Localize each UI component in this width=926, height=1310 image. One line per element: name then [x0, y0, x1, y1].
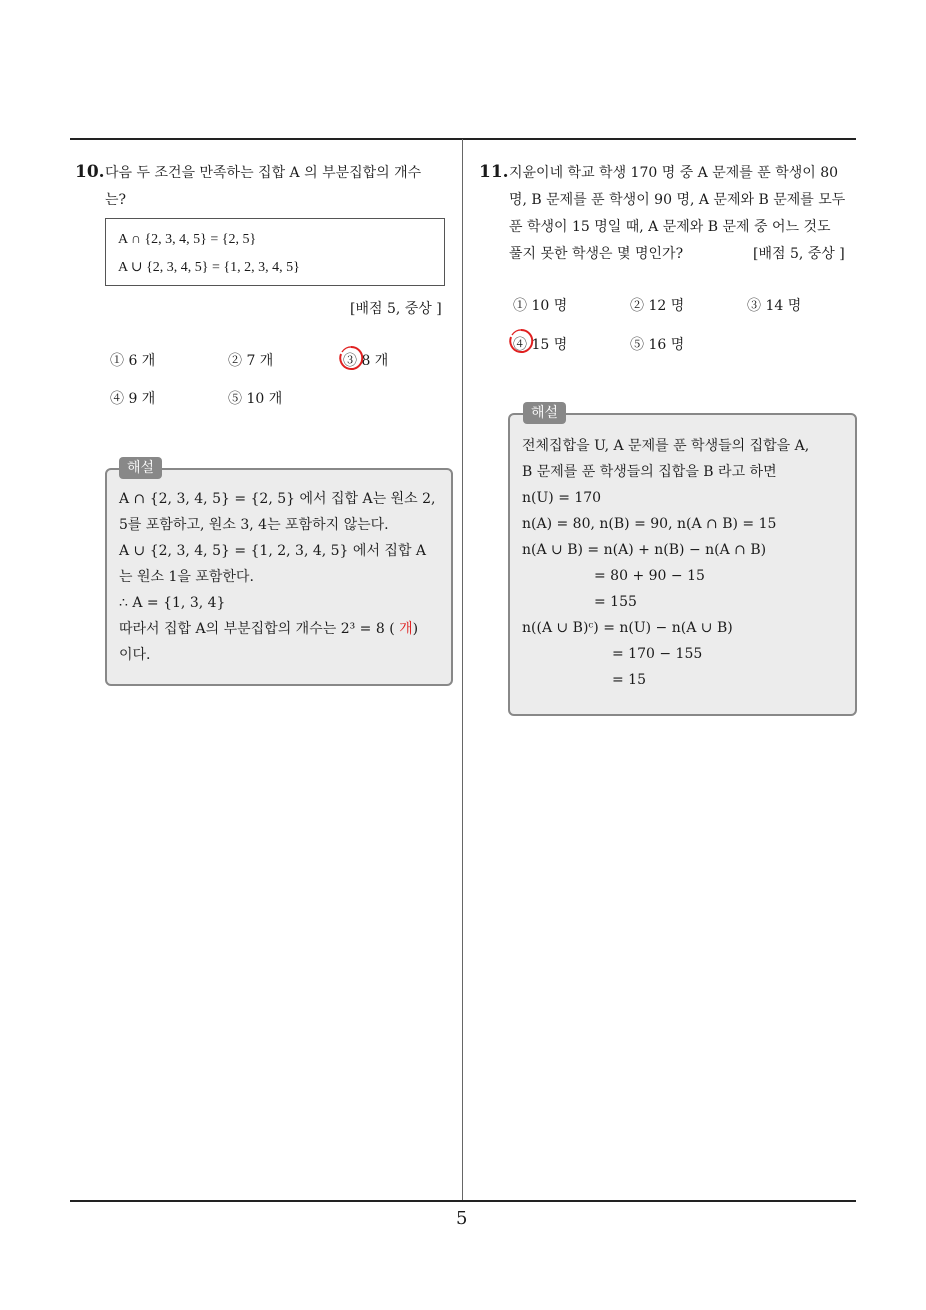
q11-score-meta: [배점 5, 중상 ] [753, 246, 845, 262]
q11-number: 11. [479, 162, 509, 182]
q10-solution-line-3: A ∪ {2, 3, 4, 5} = {1, 2, 3, 4, 5} 에서 집합 A [119, 543, 427, 559]
q11-answer-circle-mark [508, 328, 534, 354]
q10-solution-line-4: 는 원소 1을 포함한다. [119, 569, 254, 585]
q11-solution-line-7: = 155 [594, 594, 637, 610]
q10-solution-last-suffix: ) [412, 621, 419, 637]
q11-solution-line-1: 전체집합을 U, A 문제를 푼 학생들의 집합을 A, [522, 438, 810, 454]
q11-solution-line-3: n(U) = 170 [522, 490, 602, 506]
q10-choice-5[interactable]: ⑤ 10 개 [228, 391, 283, 407]
q10-solution-line-2: 5를 포함하고, 원소 3, 4는 포함하지 않는다. [119, 517, 389, 533]
q10-solution-line-6 [119, 616, 439, 642]
q11-choice-3[interactable]: ③ 14 명 [747, 298, 802, 314]
q10-solution-line-5: ∴ A = {1, 3, 4} [119, 595, 226, 611]
q10-choice-3[interactable]: ③ 8 개 [343, 353, 389, 369]
q11-choice-5[interactable]: ⑤ 16 명 [630, 337, 685, 353]
q11-solution-line-4: n(A) = 80, n(B) = 90, n(A ∩ B) = 15 [522, 516, 777, 532]
q10-condition-box [105, 218, 445, 286]
page-number: 5 [456, 1208, 468, 1229]
q10-text-line1: 다음 두 조건을 만족하는 집합 A 의 부분집합의 개수 [105, 165, 422, 181]
q10-condition-1: A ∩ {2, 3, 4, 5} = {2, 5} [118, 232, 257, 247]
q11-solution-tab: 해설 [523, 402, 566, 424]
q10-choice-4[interactable]: ④ 9 개 [110, 391, 156, 407]
q10-choice-1[interactable]: ① 6 개 [110, 353, 156, 369]
q11-choice-1[interactable]: ① 10 명 [513, 298, 568, 314]
q10-answer-circle-mark [338, 345, 364, 371]
q11-solution-line-6: = 80 + 90 − 15 [594, 568, 705, 584]
q10-number: 10. [75, 162, 105, 182]
q10-condition-2: A ∪ {2, 3, 4, 5} = {1, 2, 3, 4, 5} [118, 260, 300, 275]
q10-solution-red-unit: 개 [399, 621, 413, 637]
q10-score-meta: [배점 5, 중상 ] [350, 301, 442, 317]
bottom-rule [70, 1200, 856, 1202]
q11-solution-line-8: n((A ∪ B)ᶜ) = n(U) − n(A ∪ B) [522, 620, 733, 636]
q10-solution-last-prefix: 따라서 집합 A의 부분집합의 개수는 2³ = 8 ( [119, 621, 395, 637]
q11-text-line2: 명, B 문제를 푼 학생이 90 명, A 문제와 B 문제를 모두 [509, 192, 846, 208]
q11-choice-4[interactable]: ④ 15 명 [513, 337, 568, 353]
q11-text-line3: 푼 학생이 15 명일 때, A 문제와 B 문제 중 어느 것도 [509, 219, 831, 235]
q11-text-line1: 지윤이네 학교 학생 170 명 중 A 문제를 푼 학생이 80 [509, 165, 839, 181]
q11-solution-box [508, 413, 857, 716]
q11-text-line4: 풀지 못한 학생은 몇 명인가? [509, 246, 684, 262]
q10-choice-2[interactable]: ② 7 개 [228, 353, 274, 369]
column-divider [462, 139, 463, 1201]
q11-solution-line-10: = 15 [612, 672, 646, 688]
q10-text-line2: 는? [105, 192, 127, 208]
q10-solution-end: 이다. [119, 647, 151, 663]
top-rule [70, 138, 856, 140]
q11-solution-line-5: n(A ∪ B) = n(A) + n(B) − n(A ∩ B) [522, 542, 767, 558]
q10-solution-box [105, 468, 453, 686]
q11-choice-2[interactable]: ② 12 명 [630, 298, 685, 314]
q10-solution-tab: 해설 [119, 457, 162, 479]
q10-solution-line-1: A ∩ {2, 3, 4, 5} = {2, 5} 에서 집합 A는 원소 2, [119, 491, 436, 507]
q11-solution-line-2: B 문제를 푼 학생들의 집합을 B 라고 하면 [522, 464, 777, 480]
q11-solution-line-9: = 170 − 155 [612, 646, 703, 662]
